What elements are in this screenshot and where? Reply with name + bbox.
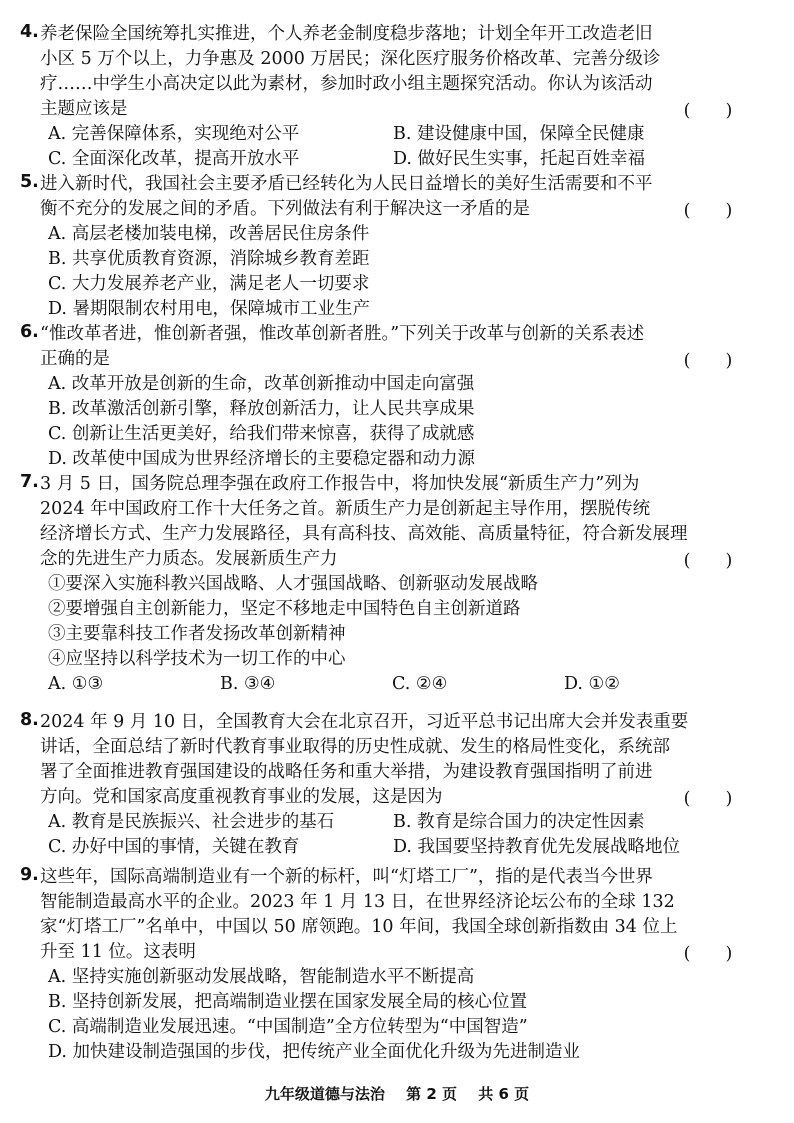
question-stem-line: 正确的是: [40, 349, 110, 369]
question-stem-line: 这些年，国际高端制造业有一个新的标杆，叫“灯塔工厂”，指的是代表当今世界: [40, 867, 653, 887]
question-8: [20, 710, 752, 860]
question-stem-line: 小区 5 万个以上，力争惠及 2000 万居民；深化医疗服务价格改革、完善分级诊: [40, 49, 661, 69]
option-b: B. 共享优质教育资源，消除城乡教育差距: [48, 249, 370, 269]
question-stem-line: 升至 11 位。这表明: [40, 942, 196, 962]
question-stem-line: 进入新时代，我国社会主要矛盾已经转化为人民日益增长的美好生活需要和不平: [40, 174, 653, 194]
option-c: C. 大力发展养老产业，满足老人一切要求: [48, 274, 370, 294]
option-a: A. 完善保障体系，实现绝对公平: [48, 124, 300, 144]
option-b: B. ③④: [220, 674, 276, 694]
question-6: [20, 322, 752, 472]
answer-bracket: ( ): [683, 101, 733, 121]
statement-3: ③主要靠科技工作者发扬改革创新精神: [48, 624, 346, 644]
footer-subject: 九年级道德与法治: [264, 1085, 385, 1103]
question-number: 8.: [20, 710, 39, 730]
question-number: 9.: [20, 865, 39, 885]
statement-2: ②要增强自主创新能力，坚定不移地走中国特色自主创新道路: [48, 599, 521, 619]
question-stem-line: 讲话，全面总结了新时代教育事业取得的历史性成就、发生的格局性变化，系统部: [40, 737, 670, 757]
question-stem-line: 念的先进生产力质态。发展新质生产力: [40, 549, 338, 569]
option-d: D. 暑期限制农村用电，保障城市工业生产: [48, 299, 371, 319]
question-9: [20, 865, 752, 1065]
statement-1: ①要深入实施科教兴国战略、人才强国战略、创新驱动发展战略: [48, 574, 538, 594]
question-stem-line: “惟改革者进，惟创新者强，惟改革创新者胜。”下列关于改革与创新的关系表述: [40, 324, 645, 344]
question-number: 5.: [20, 172, 39, 192]
footer-page-number: 第 2 页: [406, 1085, 457, 1103]
question-stem-line: 2024 年中国政府工作十大任务之首。新质生产力是创新起主导作用，摆脱传统: [40, 499, 651, 519]
question-stem-line: 方向。党和国家高度重视教育事业的发展，这是因为: [40, 787, 443, 807]
question-stem-line: 疗……中学生小高决定以此为素材，参加时政小组主题探究活动。你认为该活动: [40, 74, 653, 94]
question-stem-line: 主题应该是: [40, 99, 128, 119]
option-row: [40, 122, 752, 147]
option-row: [40, 147, 752, 172]
question-5: [20, 172, 752, 322]
question-stem-line: 署了全面推进教育强国建设的战略任务和重大举措，为建设教育强国指明了前进: [40, 762, 653, 782]
option-b: B. 教育是综合国力的决定性因素: [393, 812, 645, 832]
option-c: C. 高端制造业发展迅速。“中国制造”全方位转型为“中国智造”: [48, 1017, 528, 1037]
page-footer: [0, 1083, 794, 1104]
option-c: C. 创新让生活更美好，给我们带来惊喜，获得了成就感: [48, 424, 475, 444]
option-a: A. 高层老楼加装电梯，改善居民住房条件: [48, 224, 370, 244]
question-stem-line: 2024 年 9 月 10 日，全国教育大会在北京召开，习近平总书记出席大会并发表重要: [40, 712, 689, 732]
option-row: [40, 672, 752, 697]
option-b: B. 改革激活创新引擎，释放创新活力，让人民共享成果: [48, 399, 475, 419]
question-stem-line: 智能制造最高水平的企业。2023 年 1 月 13 日，在世界经济论坛公布的全球 132: [40, 892, 675, 912]
option-row: [40, 835, 752, 860]
option-d: D. 加快建设制造强国的步伐，把传统产业全面优化升级为先进制造业: [48, 1042, 581, 1062]
question-stem-line: 衡不充分的发展之间的矛盾。下列做法有利于解决这一矛盾的是: [40, 199, 530, 219]
question-7: [20, 472, 752, 697]
question-stem-line: 家“灯塔工厂”名单中，中国以 50 席领跑。10 年间，我国全球创新指数由 34 位上: [40, 917, 678, 937]
question-number: 4.: [20, 22, 39, 42]
answer-bracket: ( ): [683, 351, 733, 371]
answer-bracket: ( ): [683, 551, 733, 571]
option-c: C. 办好中国的事情，关键在教育: [48, 837, 300, 857]
question-stem-line: 3 月 5 日，国务院总理李强在政府工作报告中，将加快发展“新质生产力”列为: [40, 474, 640, 494]
option-d: D. ①②: [564, 674, 620, 694]
statement-4: ④应坚持以科学技术为一切工作的中心: [48, 649, 346, 669]
option-d: D. 做好民生实事，托起百姓幸福: [393, 149, 646, 169]
option-a: A. 改革开放是创新的生命，改革创新推动中国走向富强: [48, 374, 475, 394]
option-d: D. 我国要坚持教育优先发展战略地位: [393, 837, 681, 857]
answer-bracket: ( ): [683, 944, 733, 964]
question-number: 6.: [20, 322, 39, 342]
option-a: A. 教育是民族振兴、社会进步的基石: [48, 812, 335, 832]
question-number: 7.: [20, 472, 39, 492]
option-c: C. ②④: [392, 674, 448, 694]
answer-bracket: ( ): [683, 201, 733, 221]
answer-bracket: ( ): [683, 789, 733, 809]
question-4: [20, 22, 752, 172]
question-stem-line: 经济增长方式、生产力发展路径，具有高科技、高效能、高质量特征，符合新发展理: [40, 524, 688, 544]
question-stem-line: 养老保险全国统筹扎实推进，个人养老金制度稳步落地；计划全年开工改造老旧: [40, 24, 653, 44]
footer-total-pages: 共 6 页: [478, 1085, 530, 1103]
option-row: [40, 810, 752, 835]
option-c: C. 全面深化改革，提高开放水平: [48, 149, 300, 169]
option-b: B. 建设健康中国，保障全民健康: [393, 124, 645, 144]
option-b: B. 坚持创新发展，把高端制造业摆在国家发展全局的核心位置: [48, 992, 527, 1012]
option-a: A. ①③: [48, 674, 104, 694]
option-d: D. 改革使中国成为世界经济增长的主要稳定器和动力源: [48, 449, 476, 469]
option-a: A. 坚持实施创新驱动发展战略，智能制造水平不断提高: [48, 967, 475, 987]
